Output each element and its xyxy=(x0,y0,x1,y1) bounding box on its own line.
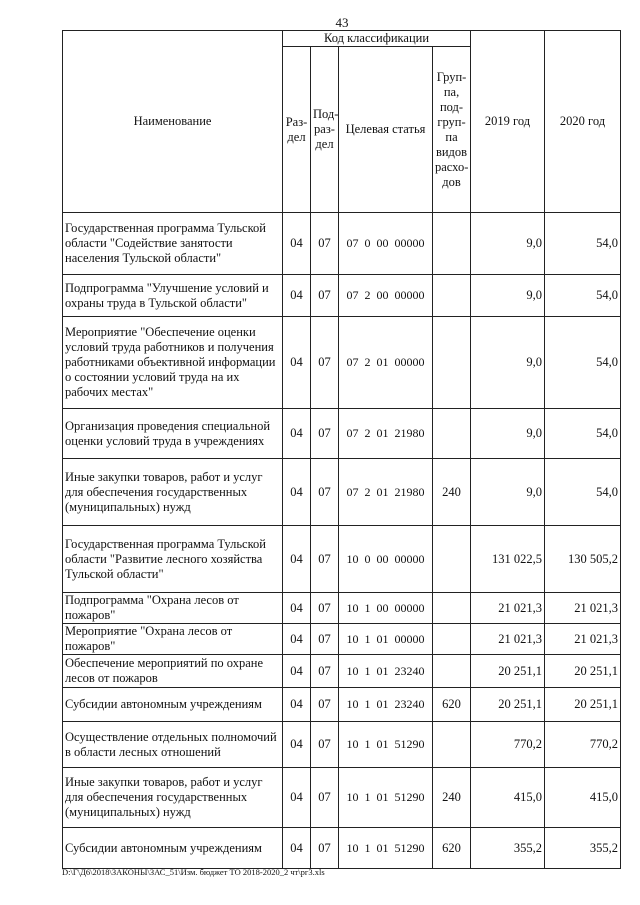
row-expense-group xyxy=(433,317,471,409)
row-value-2019: 20 251,1 xyxy=(471,688,545,722)
row-name: Субсидии автономным учреждениям xyxy=(63,688,283,722)
row-value-2020: 21 021,3 xyxy=(545,593,621,624)
row-value-2020: 355,2 xyxy=(545,828,621,869)
row-value-2019: 131 022,5 xyxy=(471,526,545,593)
row-value-2019: 9,0 xyxy=(471,409,545,459)
row-value-2020: 20 251,1 xyxy=(545,655,621,688)
row-subsection: 07 xyxy=(311,275,339,317)
row-subsection: 07 xyxy=(311,624,339,655)
table-row xyxy=(63,526,621,593)
row-subsection: 07 xyxy=(311,526,339,593)
row-section: 04 xyxy=(283,317,311,409)
row-subsection: 07 xyxy=(311,655,339,688)
row-value-2020: 54,0 xyxy=(545,459,621,526)
table-row xyxy=(63,593,621,624)
row-expense-group: 620 xyxy=(433,828,471,869)
row-section: 04 xyxy=(283,768,311,828)
table-row xyxy=(63,459,621,526)
header-expense-group: Груп- па, под- груп- па видов расхо- дов xyxy=(433,47,471,213)
row-expense-group xyxy=(433,624,471,655)
row-target: 10 1 01 23240 xyxy=(339,655,433,688)
row-name: Подпрограмма "Охрана лесов от пожаров" xyxy=(63,593,283,624)
row-name: Мероприятие "Обеспечение оценки условий труда работников и получения работниками объективной информации о состоянии условий труда на их рабочих местах" xyxy=(63,317,283,409)
row-expense-group xyxy=(433,722,471,768)
row-value-2020: 21 021,3 xyxy=(545,624,621,655)
row-expense-group xyxy=(433,526,471,593)
row-value-2019: 770,2 xyxy=(471,722,545,768)
row-expense-group xyxy=(433,593,471,624)
table-row xyxy=(63,828,621,869)
row-section: 04 xyxy=(283,828,311,869)
row-section: 04 xyxy=(283,526,311,593)
row-name: Иные закупки товаров, работ и услуг для обеспечения государственных (муниципальных) нужд xyxy=(63,459,283,526)
table-row xyxy=(63,768,621,828)
row-section: 04 xyxy=(283,655,311,688)
row-subsection: 07 xyxy=(311,317,339,409)
row-section: 04 xyxy=(283,409,311,459)
row-name: Субсидии автономным учреждениям xyxy=(63,828,283,869)
row-subsection: 07 xyxy=(311,459,339,526)
row-name: Государственная программа Тульской области "Развитие лесного хозяйства Тульской области" xyxy=(63,526,283,593)
header-subsection: Под- раз- дел xyxy=(311,47,339,213)
row-value-2019: 9,0 xyxy=(471,317,545,409)
row-value-2019: 9,0 xyxy=(471,213,545,275)
table-row xyxy=(63,409,621,459)
row-target: 07 2 01 21980 xyxy=(339,459,433,526)
row-value-2020: 54,0 xyxy=(545,409,621,459)
row-expense-group: 240 xyxy=(433,459,471,526)
header-row-top xyxy=(63,31,621,47)
row-name: Мероприятие "Охрана лесов от пожаров" xyxy=(63,624,283,655)
row-subsection: 07 xyxy=(311,768,339,828)
header-year-2020: 2020 год xyxy=(545,31,621,213)
row-name: Обеспечение мероприятий по охране лесов от пожаров xyxy=(63,655,283,688)
table-row xyxy=(63,688,621,722)
table-row xyxy=(63,655,621,688)
row-value-2020: 54,0 xyxy=(545,317,621,409)
row-expense-group: 620 xyxy=(433,688,471,722)
row-target: 07 2 01 00000 xyxy=(339,317,433,409)
row-target: 10 1 00 00000 xyxy=(339,593,433,624)
row-subsection: 07 xyxy=(311,722,339,768)
header-section: Раз- дел xyxy=(283,47,311,213)
row-value-2019: 355,2 xyxy=(471,828,545,869)
row-target: 07 0 00 00000 xyxy=(339,213,433,275)
row-value-2020: 770,2 xyxy=(545,722,621,768)
row-name: Государственная программа Тульской области "Содействие занятости населения Тульской области" xyxy=(63,213,283,275)
table-row xyxy=(63,624,621,655)
row-value-2019: 9,0 xyxy=(471,275,545,317)
table-row xyxy=(63,317,621,409)
row-subsection: 07 xyxy=(311,213,339,275)
row-section: 04 xyxy=(283,593,311,624)
row-section: 04 xyxy=(283,459,311,526)
file-path-footer: D:\Г\Д6\2018\ЗАКОНЫ\ЗАС_51\Изм. бюджет ТО 2018-2020_2 чт\рг3.xls xyxy=(62,867,325,877)
row-section: 04 xyxy=(283,275,311,317)
row-section: 04 xyxy=(283,688,311,722)
table-row xyxy=(63,213,621,275)
header-code-group: Код классификации xyxy=(283,31,471,47)
row-expense-group xyxy=(433,275,471,317)
header-year-2019: 2019 год xyxy=(471,31,545,213)
row-target: 07 2 00 00000 xyxy=(339,275,433,317)
row-target: 10 1 01 51290 xyxy=(339,768,433,828)
row-subsection: 07 xyxy=(311,688,339,722)
row-subsection: 07 xyxy=(311,828,339,869)
row-target: 07 2 01 21980 xyxy=(339,409,433,459)
row-value-2019: 9,0 xyxy=(471,459,545,526)
row-expense-group: 240 xyxy=(433,768,471,828)
row-value-2020: 20 251,1 xyxy=(545,688,621,722)
row-section: 04 xyxy=(283,624,311,655)
page-number: 43 xyxy=(335,15,349,30)
row-section: 04 xyxy=(283,722,311,768)
row-expense-group xyxy=(433,213,471,275)
row-name: Подпрограмма "Улучшение условий и охраны труда в Тульской области" xyxy=(63,275,283,317)
row-value-2020: 54,0 xyxy=(545,275,621,317)
row-value-2019: 21 021,3 xyxy=(471,624,545,655)
row-value-2020: 415,0 xyxy=(545,768,621,828)
row-expense-group xyxy=(433,409,471,459)
row-subsection: 07 xyxy=(311,593,339,624)
row-expense-group xyxy=(433,655,471,688)
row-name: Организация проведения специальной оценки условий труда в учреждениях xyxy=(63,409,283,459)
row-value-2019: 21 021,3 xyxy=(471,593,545,624)
row-section: 04 xyxy=(283,213,311,275)
table-row xyxy=(63,275,621,317)
table-row xyxy=(63,722,621,768)
header-name: Наименование xyxy=(63,31,283,213)
row-name: Осуществление отдельных полномочий в области лесных отношений xyxy=(63,722,283,768)
row-subsection: 07 xyxy=(311,409,339,459)
row-value-2020: 130 505,2 xyxy=(545,526,621,593)
header-target: Целевая статья xyxy=(339,47,433,213)
budget-table xyxy=(62,30,621,869)
row-value-2019: 415,0 xyxy=(471,768,545,828)
row-target: 10 1 01 51290 xyxy=(339,828,433,869)
row-target: 10 0 00 00000 xyxy=(339,526,433,593)
row-value-2019: 20 251,1 xyxy=(471,655,545,688)
row-target: 10 1 01 00000 xyxy=(339,624,433,655)
row-target: 10 1 01 51290 xyxy=(339,722,433,768)
row-value-2020: 54,0 xyxy=(545,213,621,275)
row-target: 10 1 01 23240 xyxy=(339,688,433,722)
row-name: Иные закупки товаров, работ и услуг для обеспечения государственных (муниципальных) нужд xyxy=(63,768,283,828)
